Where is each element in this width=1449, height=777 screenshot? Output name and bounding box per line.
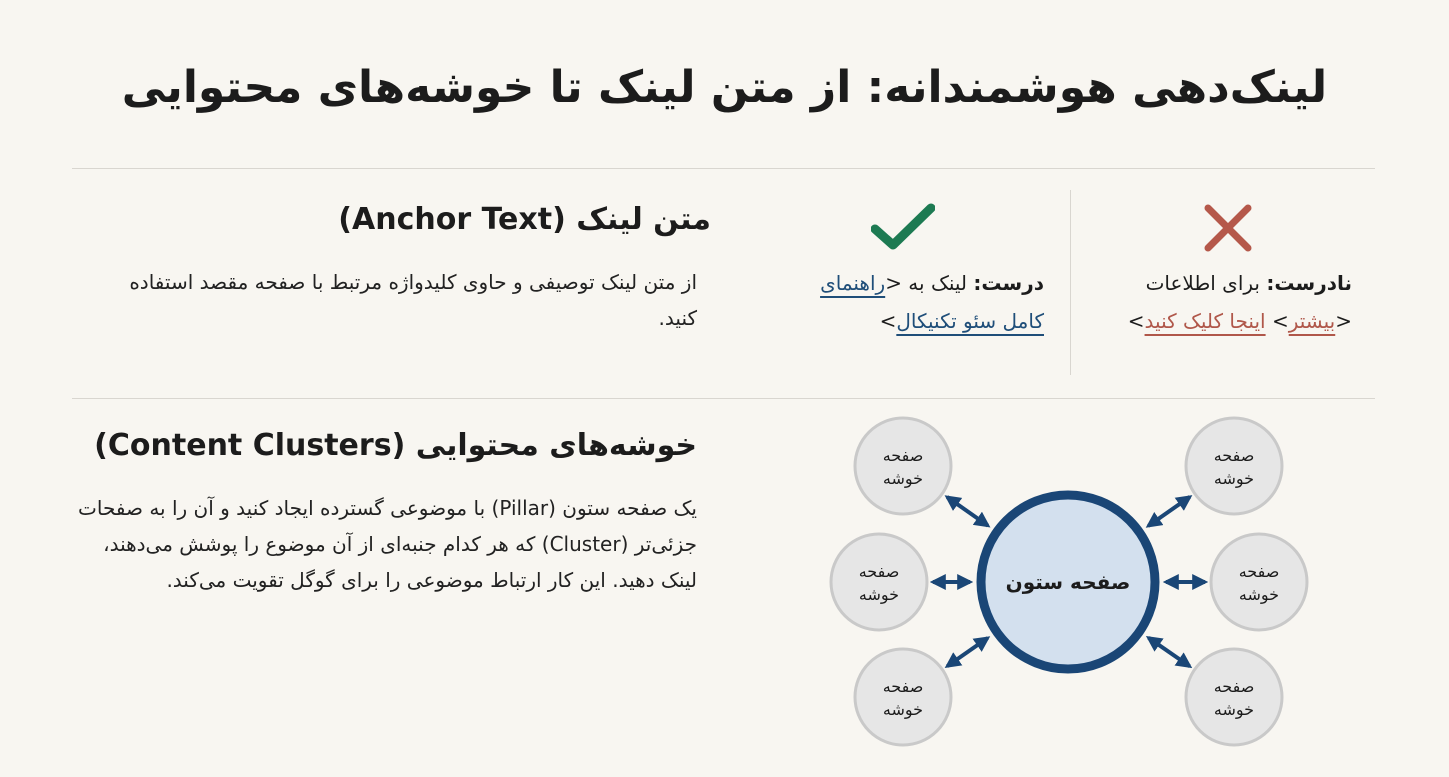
cluster-link-arrow bbox=[1149, 638, 1190, 666]
incorrect-suffix: > bbox=[1127, 309, 1145, 333]
cluster-node bbox=[831, 534, 927, 630]
incorrect-example bbox=[1112, 264, 1352, 340]
correct-label: درست: bbox=[973, 271, 1044, 295]
correct-prefix: لینک به < bbox=[885, 271, 974, 295]
incorrect-middle: > bbox=[1265, 309, 1289, 333]
cluster-label-line1: صفحه bbox=[1238, 562, 1280, 581]
correct-example-link[interactable]: راهنمای کامل سئو تکنیکال bbox=[820, 271, 1044, 333]
cluster-label-line1: صفحه bbox=[882, 446, 924, 465]
cluster-link-arrow bbox=[1148, 497, 1189, 526]
cluster-label-line2: خوشه bbox=[858, 585, 900, 604]
cluster-node bbox=[1186, 649, 1282, 745]
cluster-diagram bbox=[800, 415, 1340, 765]
check-icon bbox=[871, 203, 935, 251]
correct-suffix: > bbox=[879, 309, 897, 333]
cluster-node bbox=[855, 649, 951, 745]
cluster-circle bbox=[855, 649, 951, 745]
cluster-circle bbox=[1186, 418, 1282, 514]
incorrect-label: نادرست: bbox=[1266, 271, 1352, 295]
examples-divider bbox=[1070, 190, 1071, 375]
pillar-node bbox=[981, 495, 1155, 669]
cluster-label-line2: خوشه bbox=[882, 700, 924, 719]
middle-divider bbox=[72, 398, 1375, 399]
cluster-label-line1: صفحه bbox=[1213, 677, 1255, 696]
cluster-label-line2: خوشه bbox=[1213, 700, 1255, 719]
cluster-circle bbox=[1186, 649, 1282, 745]
cluster-circle bbox=[1211, 534, 1307, 630]
cluster-node bbox=[855, 418, 951, 514]
cluster-label-line2: خوشه bbox=[882, 469, 924, 488]
top-divider bbox=[72, 168, 1375, 169]
cross-icon bbox=[1203, 204, 1253, 252]
incorrect-example-link-1[interactable]: بیشتر bbox=[1288, 309, 1336, 333]
pillar-label: صفحه ستون bbox=[1005, 570, 1131, 594]
anchor-text-heading: متن لینک (Anchor Text) bbox=[338, 202, 711, 237]
cluster-label-line2: خوشه bbox=[1238, 585, 1280, 604]
content-clusters-description: یک صفحه ستون (Pillar) با موضوعی گسترده ایجاد کنید و آن را به صفحات جزئی‌تر (Cluster) که هر کدام جنبه‌ای از آن موضوع را پوشش می‌دهند، لینک دهید. این کار ارتباط موضوعی را برای گوگل تقویت می‌کند. bbox=[78, 496, 697, 592]
incorrect-prefix: برای اطلاعات < bbox=[1145, 271, 1352, 333]
cluster-node bbox=[1186, 418, 1282, 514]
content-clusters-heading: خوشه‌های محتوایی (Content Clusters) bbox=[94, 428, 697, 463]
cluster-label-line2: خوشه bbox=[1213, 469, 1255, 488]
cluster-circle bbox=[855, 418, 951, 514]
cluster-label-line1: صفحه bbox=[1213, 446, 1255, 465]
cluster-link-arrow bbox=[947, 497, 988, 526]
cluster-label-line1: صفحه bbox=[882, 677, 924, 696]
correct-example bbox=[774, 264, 1044, 340]
cluster-node bbox=[1211, 534, 1307, 630]
page-title: لینک‌دهی هوشمندانه: از متن لینک تا خوشه‌های محتوایی bbox=[121, 62, 1328, 113]
cluster-link-arrow bbox=[947, 638, 987, 666]
cluster-label-line1: صفحه bbox=[858, 562, 900, 581]
anchor-text-description: از متن لینک توصیفی و حاوی کلیدواژه مرتبط با صفحه مقصد استفاده کنید. bbox=[129, 270, 697, 330]
incorrect-example-link-2[interactable]: اینجا کلیک کنید bbox=[1144, 309, 1266, 333]
cluster-circle bbox=[831, 534, 927, 630]
